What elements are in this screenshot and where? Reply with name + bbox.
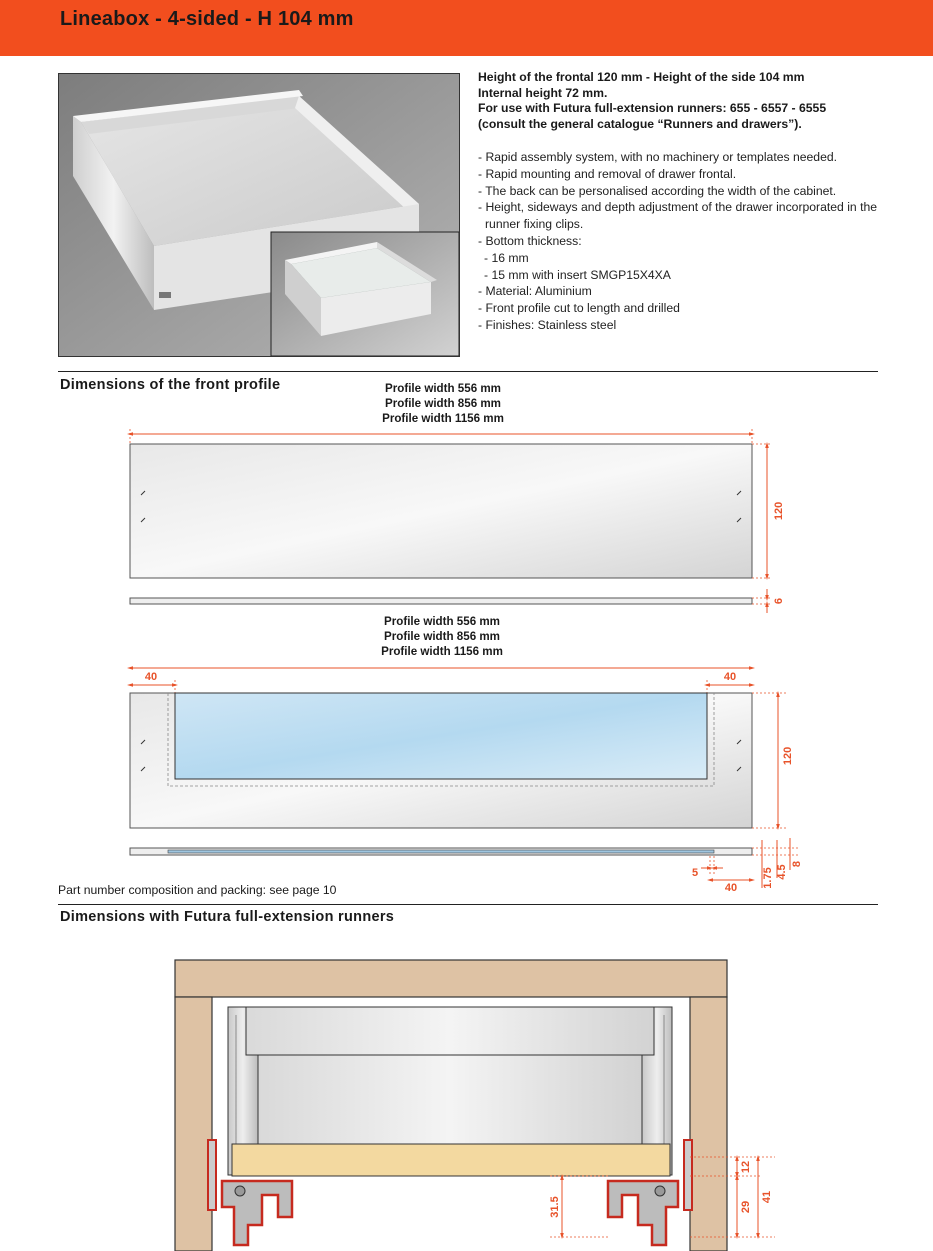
- intro-line: (consult the general catalogue “Runners and drawers”).: [478, 116, 802, 131]
- profile-widths-top: [293, 381, 593, 426]
- glass-panel: [175, 693, 707, 779]
- dim-4-5: 4.5: [776, 864, 788, 880]
- profile-edge: [130, 598, 752, 604]
- feature-item: - Front profile cut to length and drilled: [478, 301, 680, 316]
- runner-rail-left: [222, 1181, 292, 1245]
- dim-height-120: 120: [773, 501, 785, 521]
- runner-rail-right: [608, 1181, 678, 1245]
- section-title-runners: Dimensions with Futura full-extension runners: [60, 909, 395, 925]
- section-divider: [58, 371, 878, 372]
- profile-width: Profile width 556 mm: [384, 615, 500, 628]
- dim-5: 5: [691, 867, 699, 879]
- profile-width: Profile width 1156 mm: [382, 412, 504, 425]
- dim-40: 40: [724, 882, 738, 894]
- profile-width: Profile width 1156 mm: [381, 645, 503, 658]
- feature-subitem: - 15 mm with insert SMGP15X4XA: [484, 267, 671, 282]
- dim-thickness-6: 6: [773, 597, 785, 605]
- dim-31-5: 31.5: [549, 1196, 561, 1218]
- feature-item: - Material: Aluminium: [478, 284, 592, 299]
- profile-width: Profile width 856 mm: [385, 397, 501, 410]
- intro-line: Height of the frontal 120 mm - Height of the side 104 mm: [478, 70, 805, 84]
- section-title-front-profile: Dimensions of the front profile: [60, 377, 281, 393]
- dim-left-40: 40: [144, 671, 158, 683]
- cabinet-side-left: [175, 997, 212, 1251]
- feature-item: - Height, sideways and depth adjustment of the drawer incorporated in the runner fixing clips.: [478, 200, 878, 232]
- intro-text: [478, 70, 898, 132]
- dim-right-40: 40: [723, 671, 737, 683]
- part-number-note: Part number composition and packing: see page 10: [58, 883, 337, 897]
- feature-item: - Rapid mounting and removal of drawer frontal.: [478, 166, 737, 181]
- front-profile-diagram: [120, 425, 800, 620]
- feature-item: - Bottom thickness:: [478, 233, 582, 248]
- glass-profile-diagram: [120, 660, 820, 895]
- page-header: [0, 0, 933, 56]
- dim-height-120: 120: [782, 746, 794, 766]
- feature-item: - Rapid assembly system, with no machinery or templates needed.: [478, 150, 838, 164]
- runner-cross-section-diagram: [150, 955, 790, 1251]
- feature-item: - The back can be personalised according the width of the cabinet.: [478, 183, 837, 198]
- dim-29: 29: [740, 1200, 752, 1214]
- cabinet-side-right: [690, 997, 727, 1251]
- feature-list: [478, 149, 898, 334]
- intro-line: For use with Futura full-extension runners: 655 - 6557 - 6555: [478, 101, 827, 116]
- drawer-side-panel: [258, 1055, 642, 1144]
- dim-41: 41: [761, 1190, 773, 1204]
- dim-8: 8: [791, 860, 803, 868]
- profile-width: Profile width 856 mm: [384, 630, 500, 643]
- intro-line: Internal height 72 mm.: [478, 85, 608, 100]
- section-divider: [58, 904, 878, 905]
- feature-subitem: - 16 mm: [484, 250, 529, 265]
- product-photo: [58, 73, 460, 357]
- drawer-bottom-panel: [232, 1144, 670, 1176]
- cabinet-top: [175, 960, 727, 997]
- page-title: Lineabox - 4-sided - H 104 mm: [60, 8, 354, 30]
- drawer-upper-rail: [243, 1007, 657, 1055]
- profile-width: Profile width 556 mm: [385, 382, 501, 395]
- profile-plate: [130, 444, 752, 578]
- dim-12: 12: [740, 1160, 752, 1174]
- dim-1-75: 1.75: [762, 867, 774, 889]
- profile-widths-bottom: [292, 614, 592, 659]
- feature-item: - Finishes: Stainless steel: [478, 317, 617, 332]
